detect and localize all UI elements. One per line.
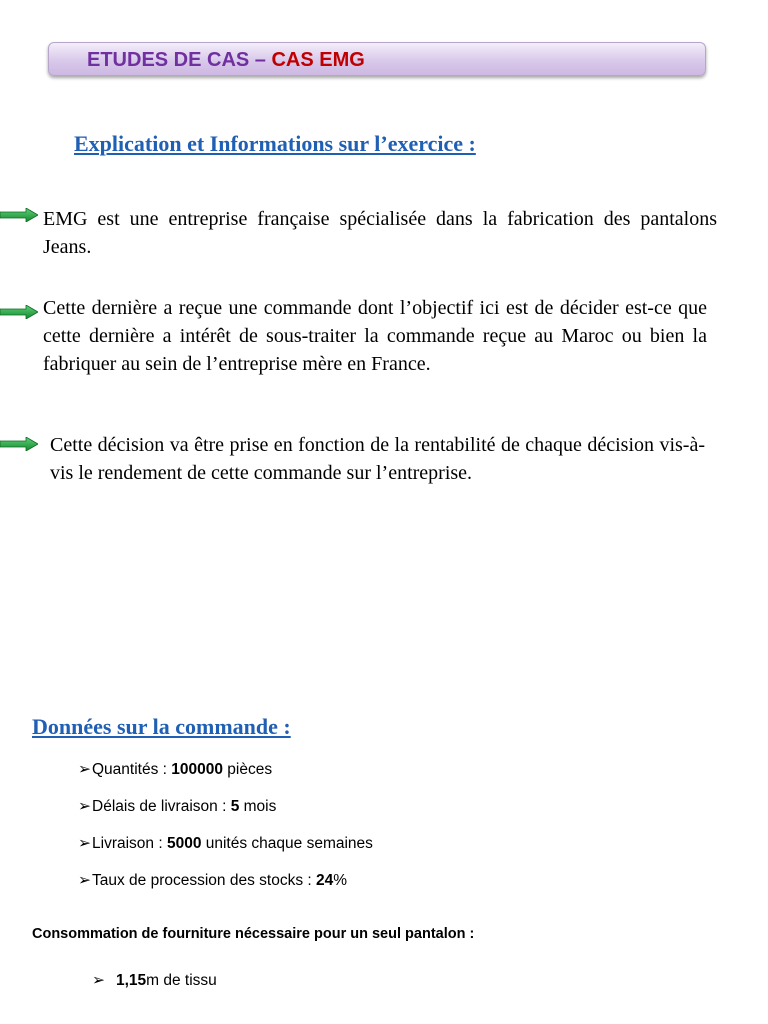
title-banner bbox=[48, 42, 706, 76]
list-item bbox=[78, 797, 373, 834]
item-value: 5 bbox=[230, 798, 240, 815]
title-part-1: ETUDES DE CAS – bbox=[87, 49, 272, 71]
item-value: 100000 bbox=[171, 761, 223, 778]
section-heading-donnees: Données sur la commande : bbox=[32, 714, 291, 739]
item-suffix: m de tissu bbox=[146, 972, 217, 989]
item-suffix: pièces bbox=[223, 761, 273, 778]
order-data-list bbox=[78, 760, 373, 908]
paragraph-3: Cette décision va être prise en fonction de la rentabilité de chaque décision vis-à-vis le rendement de cette commande sur l’entreprise. bbox=[50, 434, 705, 484]
list-item bbox=[78, 760, 373, 797]
item-suffix: mois bbox=[239, 798, 277, 815]
title-part-2: CAS EMG bbox=[271, 49, 365, 71]
green-right-arrow-icon bbox=[0, 437, 38, 451]
item-value: 1,15 bbox=[116, 972, 147, 989]
paragraph-1: EMG est une entreprise française spécialisée dans la fabrication des pantalons Jeans. bbox=[43, 208, 717, 258]
list-item bbox=[78, 871, 373, 908]
item-label: Délais de livraison : bbox=[92, 798, 231, 815]
chevron-bullet-icon: ➢ bbox=[78, 798, 91, 815]
item-suffix: unités chaque semaines bbox=[201, 835, 373, 852]
page-title bbox=[87, 49, 365, 72]
item-label: Quantités : bbox=[92, 761, 172, 778]
chevron-bullet-icon: ➢ bbox=[78, 835, 91, 852]
supply-item bbox=[92, 971, 217, 990]
green-right-arrow-icon bbox=[0, 208, 38, 222]
chevron-bullet-icon: ➢ bbox=[92, 972, 105, 989]
chevron-bullet-icon: ➢ bbox=[78, 761, 91, 778]
item-value: 24 bbox=[316, 872, 334, 889]
consumption-heading: Consommation de fourniture nécessaire pour un seul pantalon : bbox=[32, 926, 475, 942]
list-item bbox=[78, 834, 373, 871]
item-label: Taux de procession des stocks : bbox=[92, 872, 317, 889]
item-value: 5000 bbox=[166, 835, 202, 852]
section-heading-explication: Explication et Informations sur l’exercice : bbox=[74, 131, 476, 156]
chevron-bullet-icon: ➢ bbox=[78, 872, 91, 889]
item-suffix: % bbox=[333, 872, 348, 889]
paragraph-2: Cette dernière a reçue une commande dont l’objectif ici est de décider est-ce que cette dernière a intérêt de sous-traiter la commande reçue au Maroc ou bien la fabriquer au sein de l’entreprise mère en France. bbox=[43, 297, 707, 375]
green-right-arrow-icon bbox=[0, 305, 38, 319]
item-label: Livraison : bbox=[92, 835, 167, 852]
